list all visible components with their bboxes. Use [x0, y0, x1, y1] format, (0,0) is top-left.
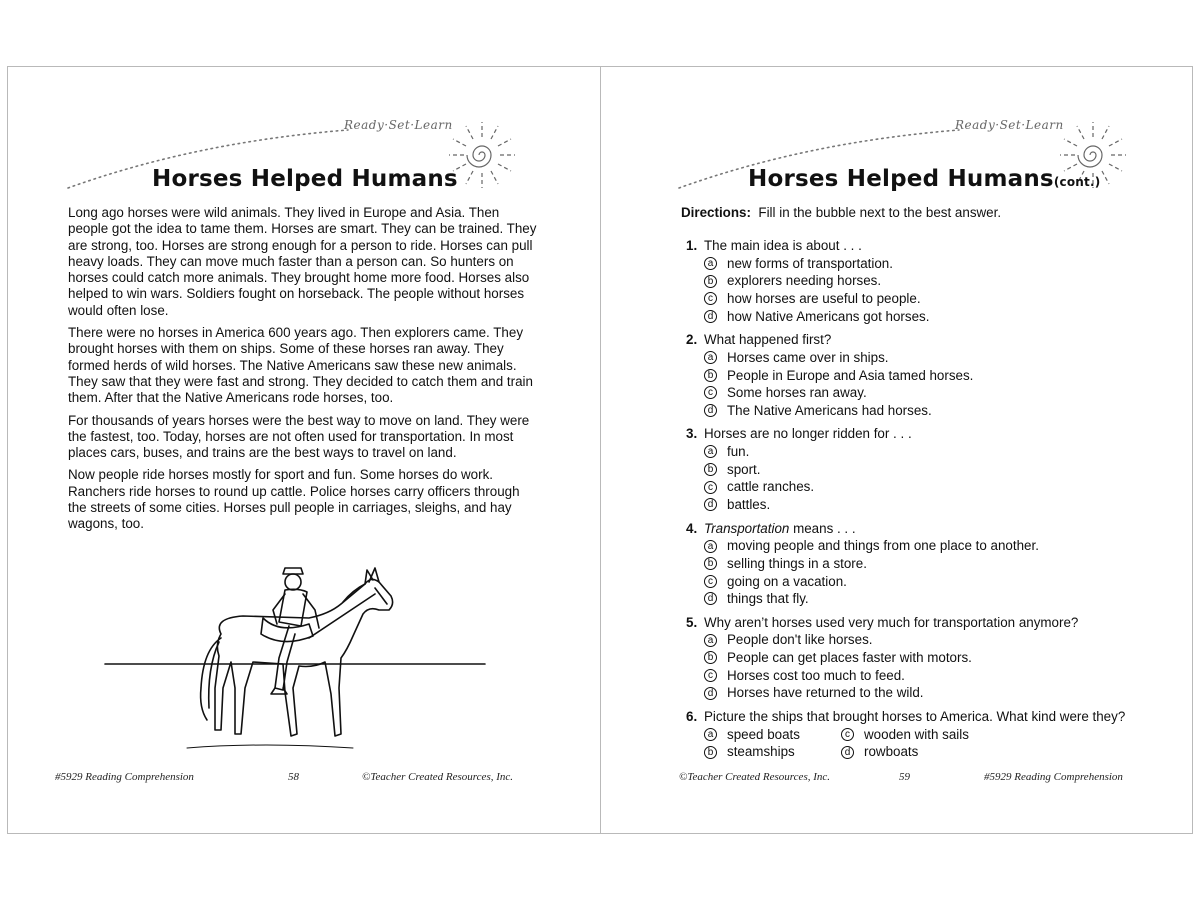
- answer-bubble[interactable]: d: [704, 498, 717, 511]
- answer-bubble[interactable]: d: [704, 592, 717, 605]
- answer-grid: [686, 726, 1156, 761]
- answer-bubble[interactable]: b: [704, 463, 717, 476]
- answer-text: rowboats: [864, 744, 919, 760]
- answer-option[interactable]: [686, 255, 1156, 273]
- answer-option[interactable]: [686, 461, 1156, 479]
- question-text: means . . .: [789, 520, 856, 536]
- answer-text: sport.: [727, 461, 761, 477]
- story-paragraph: For thousands of years horses were the best way to move on land. They were the fastest, too. Today, horses are not often used for transportation. In most places cars, buses, and trains are the best ways to travel on land.: [68, 412, 530, 461]
- page-title: Horses Helped Humans: [152, 166, 458, 192]
- answer-text: Horses came over in ships.: [727, 349, 889, 365]
- answer-option[interactable]: [686, 726, 841, 744]
- answer-option[interactable]: [686, 590, 1156, 608]
- left-page: [8, 66, 600, 834]
- directions-label: Directions:: [681, 205, 751, 220]
- answer-bubble[interactable]: d: [704, 404, 717, 417]
- question-italic-term: Transportation: [704, 520, 790, 536]
- answer-option[interactable]: [686, 496, 1156, 514]
- answer-text: battles.: [727, 496, 771, 512]
- question-1: [686, 237, 1156, 325]
- question-text: What happened first?: [704, 332, 832, 348]
- answer-text: going on a vacation.: [727, 573, 847, 589]
- question-6: [686, 708, 1156, 761]
- answer-text: cattle ranches.: [727, 479, 815, 495]
- answer-option[interactable]: [686, 308, 1156, 326]
- footer-right: #5929 Reading Comprehension: [984, 771, 1123, 783]
- answer-option[interactable]: [686, 478, 1156, 496]
- answer-bubble[interactable]: a: [704, 257, 717, 270]
- question-4: [686, 520, 1156, 608]
- answer-text: wooden with sails: [864, 726, 969, 742]
- answer-text: People in Europe and Asia tamed horses.: [727, 367, 974, 383]
- story-text: [68, 205, 538, 539]
- answer-option[interactable]: [686, 272, 1156, 290]
- question-text: Picture the ships that brought horses to America. What kind were they?: [704, 708, 1126, 724]
- question-list: [686, 237, 1156, 767]
- question-number: 2.: [686, 332, 698, 348]
- right-page: [601, 66, 1193, 834]
- answer-bubble[interactable]: d: [841, 746, 854, 759]
- answer-text: how Native Americans got horses.: [727, 308, 930, 324]
- answer-text: People don't like horses.: [727, 632, 873, 648]
- question-text: The main idea is about . . .: [704, 238, 862, 253]
- answer-text: The Native Americans had horses.: [727, 402, 932, 418]
- answer-bubble[interactable]: a: [704, 728, 717, 741]
- question-3: [686, 425, 1156, 513]
- footer-left: #5929 Reading Comprehension: [55, 771, 194, 783]
- answer-text: new forms of transportation.: [727, 255, 893, 271]
- question-text: Horses are no longer ridden for . . .: [704, 426, 912, 442]
- answer-bubble[interactable]: d: [704, 310, 717, 323]
- answer-option[interactable]: [686, 684, 1156, 702]
- answer-bubble[interactable]: b: [704, 275, 717, 288]
- answer-option[interactable]: [686, 402, 1156, 420]
- answer-option[interactable]: [686, 667, 1156, 685]
- answer-bubble[interactable]: d: [704, 687, 717, 700]
- directions-text: Fill in the bubble next to the best answer.: [758, 205, 1002, 220]
- answer-text: moving people and things from one place to another.: [727, 538, 1039, 554]
- question-number: 1.: [686, 238, 698, 253]
- answer-text: fun.: [727, 444, 750, 460]
- answer-option[interactable]: [686, 649, 1156, 667]
- answer-option[interactable]: [686, 573, 1156, 591]
- answer-bubble[interactable]: b: [704, 369, 717, 382]
- brand-label: Ready·Set·Learn: [344, 118, 453, 132]
- answer-bubble[interactable]: c: [704, 386, 717, 399]
- question-number: 6.: [686, 708, 698, 724]
- brand-label: Ready·Set·Learn: [955, 118, 1064, 132]
- answer-bubble[interactable]: b: [704, 746, 717, 759]
- mounted-police-illustration: [103, 538, 493, 758]
- answer-text: selling things in a store.: [727, 555, 867, 571]
- answer-text: Some horses ran away.: [727, 385, 867, 401]
- question-2: [686, 331, 1156, 419]
- answer-option[interactable]: [686, 555, 1156, 573]
- answer-bubble[interactable]: c: [704, 575, 717, 588]
- footer-right: ©Teacher Created Resources, Inc.: [362, 771, 514, 783]
- answer-text: speed boats: [727, 726, 800, 742]
- answer-option[interactable]: [841, 743, 1041, 761]
- question-number: 3.: [686, 426, 698, 442]
- footer-left: ©Teacher Created Resources, Inc.: [679, 771, 831, 783]
- question-number: 4.: [686, 520, 698, 536]
- answer-option[interactable]: [686, 384, 1156, 402]
- answer-option[interactable]: [686, 367, 1156, 385]
- question-number: 5.: [686, 614, 698, 630]
- answer-bubble[interactable]: b: [704, 651, 717, 664]
- answer-text: explorers needing horses.: [727, 273, 882, 289]
- answer-text: Horses have returned to the wild.: [727, 685, 924, 701]
- answer-bubble[interactable]: a: [704, 351, 717, 364]
- story-paragraph: There were no horses in America 600 years ago. Then explorers came. They brought horses with them on ships. Some of these horses ran away. They formed herds of wild horses. The Native Americans saw these new animals. They saw that they were fast and strong. They decided to catch them and train them. After that the Native Americans rode horses, too.: [68, 325, 533, 406]
- answer-option[interactable]: [686, 290, 1156, 308]
- question-5: [686, 614, 1156, 702]
- story-paragraph: Long ago horses were wild animals. They lived in Europe and Asia. Then people got the idea to tame them. Horses are smart. They can be trained. They are strong, too. Horses are strong enough for a person to ride. Horses can pull heavy loads. They can move much faster than a person can. So hunters on horses could catch more animals. They brought home more food. Horses also helped to win wars. Soldiers fought on horseback. The people without horses would often lose.: [68, 205, 537, 318]
- directions: [681, 205, 1001, 220]
- answer-bubble[interactable]: a: [704, 540, 717, 553]
- answer-bubble[interactable]: c: [704, 669, 717, 682]
- answer-bubble[interactable]: c: [841, 728, 854, 741]
- answer-text: steamships: [727, 744, 795, 760]
- question-text: Why aren’t horses used very much for transportation anymore?: [704, 614, 1079, 630]
- answer-option[interactable]: [686, 443, 1156, 461]
- answer-bubble[interactable]: a: [704, 445, 717, 458]
- answer-bubble[interactable]: b: [704, 557, 717, 570]
- page-title-text: Horses Helped Humans: [748, 166, 1054, 192]
- answer-option[interactable]: [686, 349, 1156, 367]
- answer-bubble[interactable]: c: [704, 292, 717, 305]
- page-title: [748, 166, 1100, 192]
- answer-option[interactable]: [841, 726, 1041, 744]
- story-paragraph: Now people ride horses mostly for sport and fun. Some horses do work. Ranchers ride horses to round up cattle. Police horses carry officers through the streets of some cities. Horses pull people in carriages, sleighs, and hay wagons, too.: [68, 467, 520, 532]
- answer-text: People can get places faster with motors.: [727, 650, 972, 666]
- answer-bubble[interactable]: c: [704, 481, 717, 494]
- answer-option[interactable]: [686, 631, 1156, 649]
- answer-option[interactable]: [686, 537, 1156, 555]
- answer-text: Horses cost too much to feed.: [727, 667, 905, 683]
- page-number: 59: [899, 771, 910, 783]
- answer-option[interactable]: [686, 743, 841, 761]
- answer-text: how horses are useful to people.: [727, 290, 921, 306]
- page-number: 58: [288, 771, 299, 783]
- answer-bubble[interactable]: a: [704, 634, 717, 647]
- page-title-cont: (cont.): [1053, 175, 1101, 189]
- answer-text: things that fly.: [727, 591, 809, 607]
